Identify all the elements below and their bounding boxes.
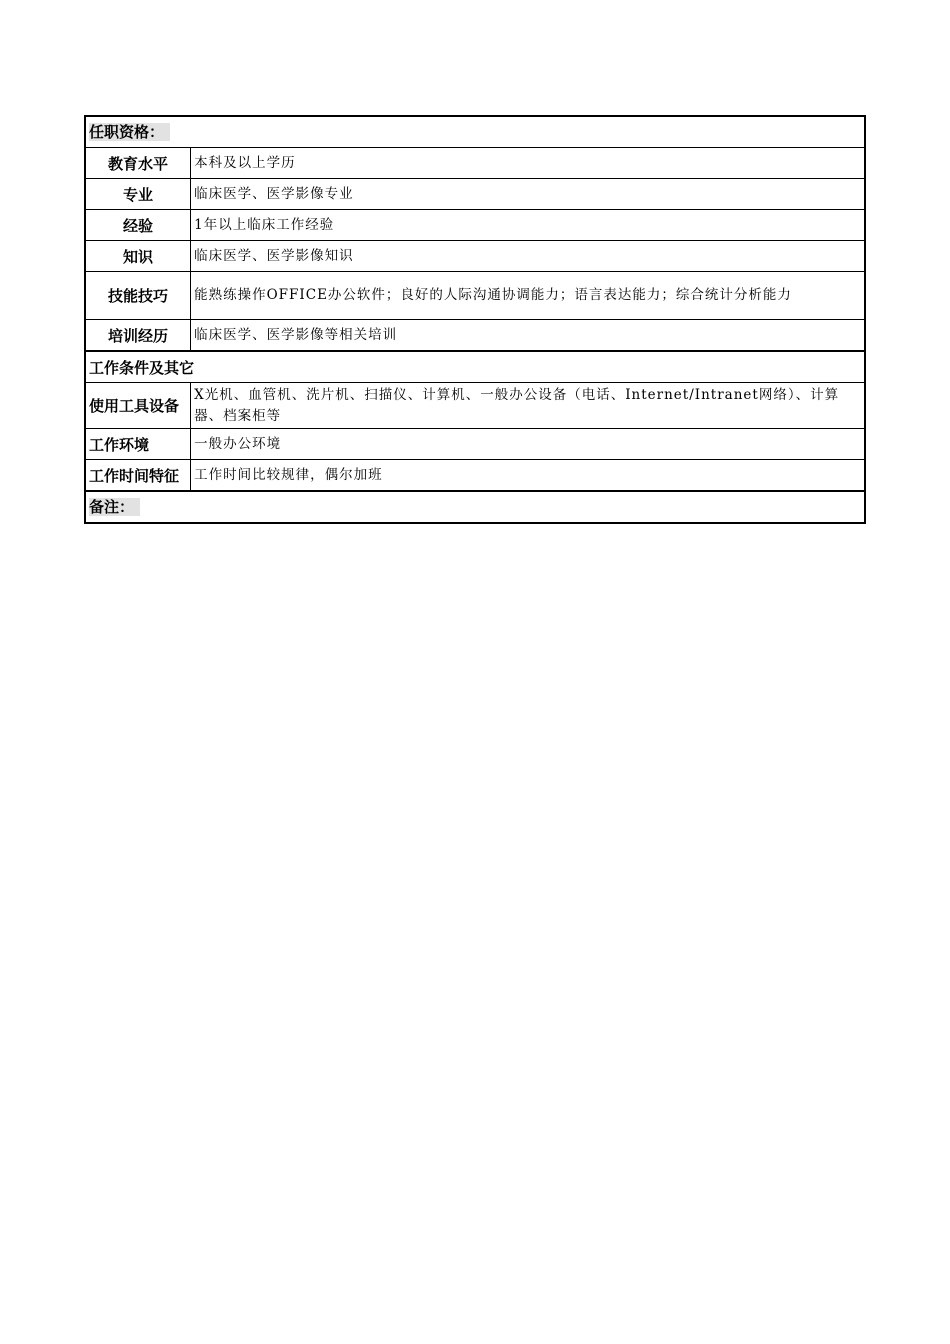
row-value: 临床医学、医学影像知识: [191, 241, 865, 272]
row-value: 本科及以上学历: [191, 148, 865, 179]
row-value: X光机、血管机、洗片机、扫描仪、计算机、一般办公设备（电话、Internet/Intranet网络）、计算器、档案柜等: [191, 383, 865, 429]
table-row-environment: [85, 429, 865, 460]
section-header-remarks: [85, 491, 865, 523]
section-title: 工作条件及其它: [85, 351, 865, 383]
row-label: 技能技巧: [85, 272, 191, 320]
row-value: 能熟练操作OFFICE办公软件；良好的人际沟通协调能力；语言表达能力；综合统计分析能力: [191, 272, 865, 320]
table-row-knowledge: [85, 241, 865, 272]
table-row-skills: [85, 272, 865, 320]
table-row-work-hours: [85, 460, 865, 492]
section-title: 备注：: [89, 498, 140, 516]
table-row-tools: [85, 383, 865, 429]
table-row-experience: [85, 210, 865, 241]
row-value: 1年以上临床工作经验: [191, 210, 865, 241]
table-row-education: [85, 148, 865, 179]
row-label: 教育水平: [85, 148, 191, 179]
section-header-conditions: [85, 351, 865, 383]
table-row-major: [85, 179, 865, 210]
row-value: 一般办公环境: [191, 429, 865, 460]
job-requirements-table: [84, 115, 866, 524]
section-header-qualifications: [85, 116, 865, 148]
row-label: 专业: [85, 179, 191, 210]
row-label: 工作时间特征: [85, 460, 191, 492]
row-label: 工作环境: [85, 429, 191, 460]
row-label: 知识: [85, 241, 191, 272]
row-value: 临床医学、医学影像等相关培训: [191, 320, 865, 352]
table-row-training: [85, 320, 865, 352]
row-label: 培训经历: [85, 320, 191, 352]
section-title: 任职资格：: [89, 123, 170, 141]
row-label: 经验: [85, 210, 191, 241]
row-value: 工作时间比较规律，偶尔加班: [191, 460, 865, 492]
row-label: 使用工具设备: [85, 383, 191, 429]
row-value: 临床医学、医学影像专业: [191, 179, 865, 210]
